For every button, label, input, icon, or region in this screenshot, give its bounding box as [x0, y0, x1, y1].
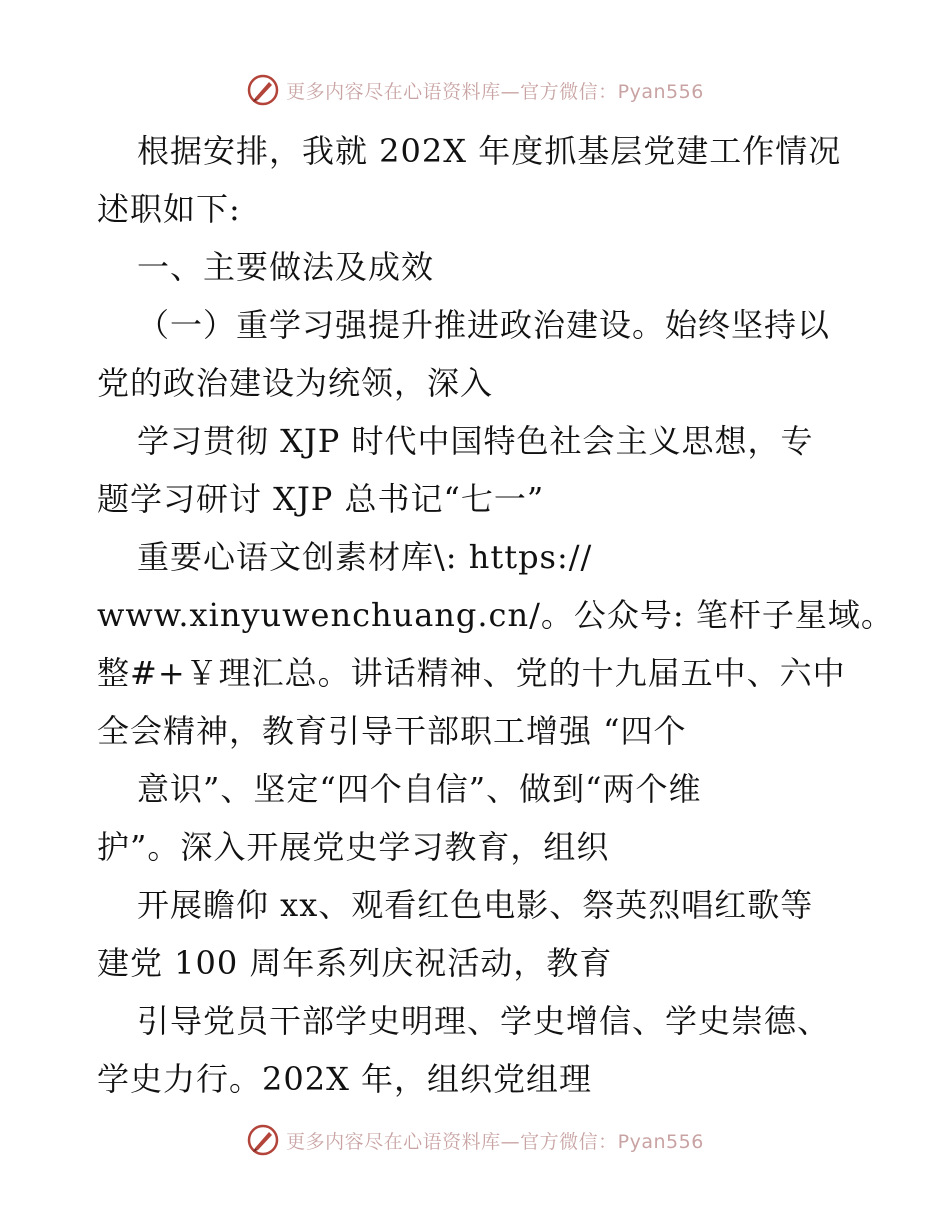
body-line: 党的政治建设为统领，深入: [97, 364, 494, 402]
watermark-text: 更多内容尽在心语资料库—官方微信：Pyan556: [286, 80, 704, 103]
watermark-footer: [0, 1120, 950, 1160]
watermark-text: 更多内容尽在心语资料库—官方微信：Pyan556: [286, 1130, 704, 1153]
body-line: 意识”、坚定“四个自信”、做到“两个维: [137, 770, 702, 808]
body-line: 重要心语文创素材库\: https://: [137, 538, 593, 576]
body-line: 根据安排，我就 202X 年度抓基层党建工作情况: [137, 132, 842, 170]
body-line: 全会精神，教育引导干部职工增强 “四个: [97, 712, 687, 750]
body-line: 学史力行。202X 年，组织党组理: [97, 1060, 593, 1098]
body-line: 题学习研讨 XJP 总书记“七一”: [97, 480, 545, 518]
body-line: 整#+￥理汇总。讲话精神、党的十九届五中、六中: [97, 654, 846, 692]
quill-pen-logo-icon: [246, 1123, 280, 1157]
body-line: 述职如下:: [97, 190, 241, 228]
body-line: 学习贯彻 XJP 时代中国特色社会主义思想，专: [137, 422, 814, 460]
body-line: 开展瞻仰 xx、观看红色电影、祭英烈唱红歌等: [137, 886, 814, 924]
document-body: [97, 122, 894, 1108]
body-line: 护”。深入开展党史学习教育，组织: [97, 828, 610, 866]
body-line: 引导党员干部学史明理、学史增信、学史崇德、: [137, 1002, 831, 1040]
body-line: 建党 100 周年系列庆祝活动，教育: [97, 944, 613, 982]
watermark-header: [0, 70, 950, 110]
body-line: （一）重学习强提升推进政治建设。始终坚持以: [137, 306, 831, 344]
quill-pen-logo-icon: [246, 73, 280, 107]
body-line: www.xinyuwenchuang.cn/。公众号: 笔杆子星域。: [97, 596, 894, 634]
body-line: 一、主要做法及成效: [137, 248, 435, 286]
